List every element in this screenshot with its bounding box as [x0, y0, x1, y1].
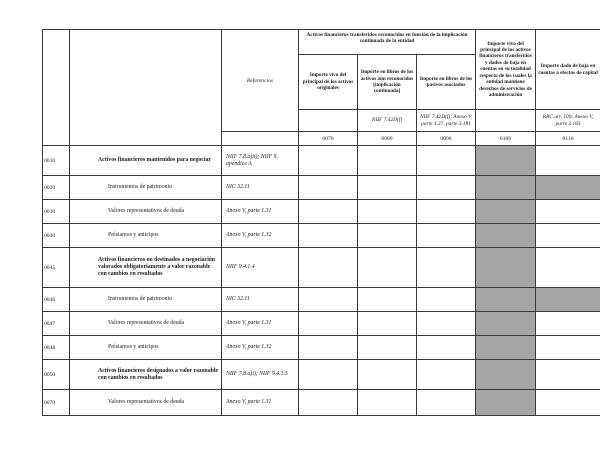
cell-0050-0080[interactable]	[358, 360, 417, 390]
table-row	[43, 390, 600, 416]
col-code-0080: 0080	[358, 132, 417, 146]
row-label: Préstamos y anticipos	[70, 336, 222, 360]
cell-0020-0080[interactable]	[358, 176, 417, 200]
group-header: Activos financieros transferidos reconocidos en función de la implicación continuada de la entidad	[299, 30, 476, 55]
row-label: Valores representativos de deuda	[70, 390, 222, 416]
row-code: 0048	[43, 336, 70, 360]
col-header-0100: Importe vivo del principal de los activos financieros transferidos y dados de baja en cuentas en su totalidad respecto de los cuales la entidad mantiene derechos de servicios de administración	[476, 30, 536, 110]
cell-0040-0070[interactable]	[299, 224, 358, 248]
col-code-0100: 0100	[476, 132, 536, 146]
cell-0048-0090[interactable]	[417, 336, 476, 360]
col-header-0110: Importe dado de baja en cuentas a efectos de capital	[536, 30, 600, 110]
cell-0070-0080[interactable]	[358, 390, 417, 416]
cell-0047-0070[interactable]	[299, 312, 358, 336]
row-ref: Anexo V, parte 1.32	[222, 336, 299, 360]
col-ref-0070	[299, 110, 358, 132]
header-corner-label	[70, 30, 222, 146]
row-ref: Anexo V, parte 1.31	[222, 200, 299, 224]
col-code-0090: 0090	[417, 132, 476, 146]
cell-0046-0110	[536, 288, 600, 312]
row-label: Instrumentos de patrimonio	[70, 288, 222, 312]
references-header: Referencias	[222, 30, 299, 132]
cell-0020-0090[interactable]	[417, 176, 476, 200]
cell-0040-0080[interactable]	[358, 224, 417, 248]
col-code-ref	[222, 132, 299, 146]
cell-0070-0100	[476, 390, 536, 416]
cell-0046-0100	[476, 288, 536, 312]
col-ref-0080: NIIF 7.42D(f)	[358, 110, 417, 132]
row-ref: NIC 32.11	[222, 176, 299, 200]
row-code: 0047	[43, 312, 70, 336]
row-ref: NIIF 9.4.1.4	[222, 248, 299, 288]
cell-0048-0100	[476, 336, 536, 360]
cell-0010-0080[interactable]	[358, 146, 417, 176]
cell-0030-0100	[476, 200, 536, 224]
cell-0020-0100	[476, 176, 536, 200]
row-label: Activos financieros no destinados a negociación valorados obligatoriamente a valor razonable con cambios en resultados	[70, 248, 222, 288]
cell-0048-0070[interactable]	[299, 336, 358, 360]
cell-0030-0070[interactable]	[299, 200, 358, 224]
col-ref-0090: NIIF 7.42D(f); Anexo V, parte 1.27, parte 3.181	[417, 110, 476, 132]
cell-0010-0100	[476, 146, 536, 176]
col-ref-0110: RRC art. 109; Anexo V, parte 3.183	[536, 110, 600, 132]
cell-0040-0100	[476, 224, 536, 248]
cell-0048-0080[interactable]	[358, 336, 417, 360]
row-ref: Anexo V, parte 1.31	[222, 312, 299, 336]
cell-0070-0070[interactable]	[299, 390, 358, 416]
cell-0047-0080[interactable]	[358, 312, 417, 336]
row-label: Instrumentos de patrimonio	[70, 176, 222, 200]
row-ref: NIIF 7.8.a)ii); NIIF 9, apéndice A	[222, 146, 299, 176]
row-code: 0050	[43, 360, 70, 390]
row-label: Valores representativos de deuda	[70, 312, 222, 336]
cell-0030-0090[interactable]	[417, 200, 476, 224]
col-header-0090: Importe en libros de los pasivos asociados	[417, 55, 476, 110]
col-ref-0100	[476, 110, 536, 132]
cell-0048-0110[interactable]	[536, 336, 600, 360]
financial-assets-table	[42, 29, 600, 416]
cell-0046-0070[interactable]	[299, 288, 358, 312]
cell-0045-0110[interactable]	[536, 248, 600, 288]
cell-0047-0110[interactable]	[536, 312, 600, 336]
col-header-0070: Importe vivo del principal de los activos originales	[299, 55, 358, 110]
cell-0010-0090[interactable]	[417, 146, 476, 176]
row-code: 0070	[43, 390, 70, 416]
cell-0020-0110	[536, 176, 600, 200]
cell-0045-0090[interactable]	[417, 248, 476, 288]
row-label: Activos financieros mantenidos para negociar	[70, 146, 222, 176]
cell-0010-0070[interactable]	[299, 146, 358, 176]
table-row	[43, 146, 600, 176]
cell-0040-0090[interactable]	[417, 224, 476, 248]
header-corner-code	[43, 30, 70, 146]
row-code: 0040	[43, 224, 70, 248]
cell-0070-0090[interactable]	[417, 390, 476, 416]
cell-0020-0070[interactable]	[299, 176, 358, 200]
row-label: Activos financieros designados a valor razonable con cambios en resultados	[70, 360, 222, 390]
row-ref: NIC 32.11	[222, 288, 299, 312]
row-code: 0020	[43, 176, 70, 200]
cell-0045-0080[interactable]	[358, 248, 417, 288]
row-code: 0045	[43, 248, 70, 288]
row-ref: NIIF 7.8.a)i); NIIF 9.4.1.5	[222, 360, 299, 390]
table-row	[43, 224, 600, 248]
cell-0047-0100	[476, 312, 536, 336]
table-row	[43, 312, 600, 336]
cell-0045-0070[interactable]	[299, 248, 358, 288]
cell-0045-0100	[476, 248, 536, 288]
row-ref: Anexo V, parte 1.31	[222, 390, 299, 416]
row-label: Préstamos y anticipos	[70, 224, 222, 248]
cell-0050-0110[interactable]	[536, 360, 600, 390]
table-row	[43, 336, 600, 360]
cell-0047-0090[interactable]	[417, 312, 476, 336]
table-row	[43, 360, 600, 390]
cell-0040-0110[interactable]	[536, 224, 600, 248]
cell-0030-0110[interactable]	[536, 200, 600, 224]
row-ref: Anexo V, parte 1.32	[222, 224, 299, 248]
col-header-0080: Importe en libros de los activos aún reconocidos [implicación continuada]	[358, 55, 417, 110]
col-code-0110: 0110	[536, 132, 600, 146]
table-row	[43, 248, 600, 288]
table-row	[43, 176, 600, 200]
row-code: 0030	[43, 200, 70, 224]
cell-0046-0080[interactable]	[358, 288, 417, 312]
row-code: 0010	[43, 146, 70, 176]
cell-0030-0080[interactable]	[358, 200, 417, 224]
col-code-0070: 0070	[299, 132, 358, 146]
cell-0050-0100	[476, 360, 536, 390]
cell-0010-0110[interactable]	[536, 146, 600, 176]
row-label: Valores representativos de deuda	[70, 200, 222, 224]
table-row	[43, 200, 600, 224]
cell-0046-0090[interactable]	[417, 288, 476, 312]
cell-0050-0090[interactable]	[417, 360, 476, 390]
table-row	[43, 288, 600, 312]
cell-0050-0070[interactable]	[299, 360, 358, 390]
row-code: 0046	[43, 288, 70, 312]
cell-0070-0110[interactable]	[536, 390, 600, 416]
